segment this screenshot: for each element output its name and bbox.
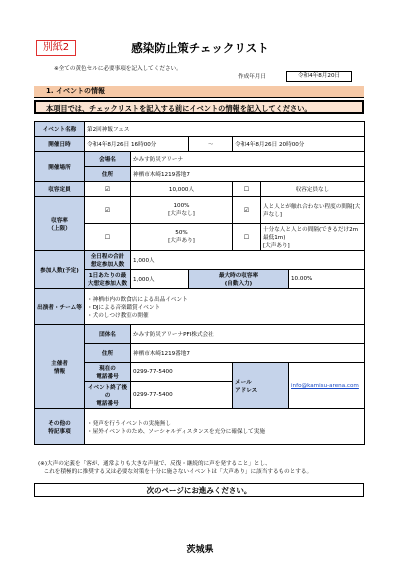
occupancy-option-2: 人と人とが触れ合わない程度の間隔[大声なし] (261, 197, 365, 224)
email-field[interactable] (289, 363, 365, 409)
organizer-address-label: 住所 (85, 344, 131, 363)
datetime-separator: ～ (189, 137, 233, 152)
total-attendance-label: 全日程の合計 想定参加人数 (85, 251, 131, 270)
capacity-label: 収容定員 (35, 182, 85, 197)
performers-field[interactable]: ・神栖市内の飲食店による出品イベント ・DJによる音楽鑑賞イベント ・犬のしつけ教室の開催 (85, 289, 365, 325)
organizer-address-field[interactable]: 神栖市木崎1219番地7 (131, 344, 365, 363)
performers-label: 出演者・チーム等 (35, 289, 85, 325)
venue-name-field[interactable]: かみす防災アリーナ (131, 152, 365, 167)
venue-name-label: 会場名 (85, 152, 131, 167)
total-attendance-field[interactable]: 1,000人 (131, 251, 365, 270)
loud-voice-footnote: (※)大声の定義を「客が、通常よりも大きな声量で、反復・継続的に声を発すること」とし、 これを積極的に推奨する又は必要な対策を十分に施さないイベントは「大声あり」に該当するものとする。 (38, 461, 313, 475)
event-name-label: イベント名称 (35, 122, 85, 137)
attendance-label: 参加人数(予定) (35, 251, 85, 289)
occupancy-option-4: 十分な人と人との間隔(できるだけ2m最低1m) [大声あり] (261, 224, 365, 251)
prefecture-name: 茨城県 (186, 545, 214, 555)
organization-name-field[interactable]: かみす防災アリーナPFI株式会社 (131, 325, 365, 344)
datetime-label: 開催日時 (35, 137, 85, 152)
occupancy-checkbox-4[interactable]: ☐ (233, 224, 261, 251)
current-phone-label: 現在の 電話番号 (85, 363, 131, 382)
daily-attendance-field[interactable]: 1,000人 (131, 270, 189, 289)
organizer-label: 主催者 情報 (35, 325, 85, 409)
event-info-table (34, 121, 365, 445)
created-date-label: 作成年月日 (238, 74, 266, 80)
venue-label: 開催場所 (35, 152, 85, 182)
next-page-banner: 次のページにお進みください。 (34, 483, 364, 497)
capacity-option-1: 10,000人 (131, 182, 233, 197)
venue-address-label: 住所 (85, 167, 131, 182)
section-heading-text: 1. イベントの情報 (46, 87, 105, 95)
occupancy-label: 収容率 （上限） (35, 197, 85, 251)
instruction-note: ※全ての黄色セルに必要事項を記入してください。 (54, 66, 182, 72)
section-instruction: 本項目では、チェックリストを記入する前にイベントの情報を記入してください。 (34, 100, 364, 114)
occupancy-checkbox-2[interactable]: ☑ (233, 197, 261, 224)
current-phone-field[interactable]: 0299-77-5400 (131, 363, 233, 382)
daily-attendance-label: 1日あたりの最 大想定参加人数 (85, 270, 131, 289)
organization-name-label: 団体名 (85, 325, 131, 344)
event-name-field[interactable]: 第2回神飯フェス (85, 122, 365, 137)
page-title: 感染防止策チェックリスト (131, 41, 269, 55)
created-date-field[interactable]: 令和4年8月20日 (286, 71, 352, 82)
capacity-checkbox-1[interactable]: ☑ (85, 182, 131, 197)
max-occupancy-label: 最大時の収容率 (自動入力) (189, 270, 289, 289)
email-link[interactable]: info@kamisu-arena.com (291, 382, 359, 389)
attachment-tag: 別紙2 (36, 40, 76, 56)
occupancy-checkbox-3[interactable]: ☐ (85, 224, 131, 251)
after-event-phone-label: イベント終了後の 電話番号 (85, 382, 131, 409)
special-notes-field[interactable]: ・発声を行うイベントの実施無し ・屋外イベントのため、ソーシャルディスタンスを充分に確保して実施 (85, 409, 365, 445)
after-event-phone-field[interactable]: 0299-77-5400 (131, 382, 233, 409)
start-datetime-field[interactable]: 令和4年8月26日 16時00分 (85, 137, 189, 152)
end-datetime-field[interactable]: 令和4年8月26日 20時00分 (233, 137, 365, 152)
venue-address-field[interactable]: 神栖市木崎1219番地7 (131, 167, 365, 182)
occupancy-checkbox-1[interactable]: ☑ (85, 197, 131, 224)
special-notes-label: その他の 特記事項 (35, 409, 85, 445)
max-occupancy-value: 10.00% (289, 270, 365, 289)
email-label: メール アドレス (233, 363, 289, 409)
capacity-option-2: 収容定員なし (261, 182, 365, 197)
section-heading (34, 86, 364, 97)
occupancy-option-3: 50% [大声あり] (131, 224, 233, 251)
occupancy-option-1: 100% [大声なし] (131, 197, 233, 224)
capacity-checkbox-2[interactable]: ☐ (233, 182, 261, 197)
